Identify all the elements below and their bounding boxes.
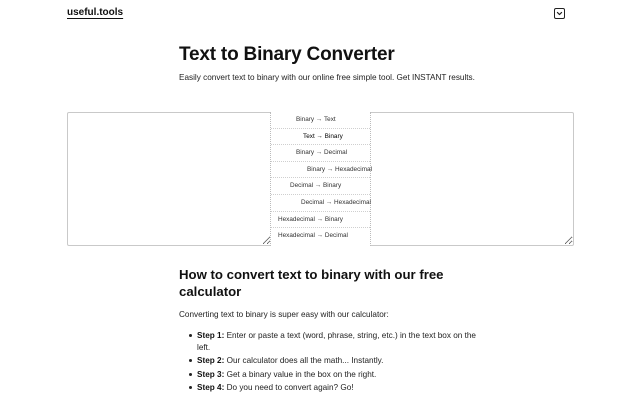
input-textarea[interactable] — [67, 112, 272, 246]
howto-intro: Converting text to binary is super easy with our calculator: — [179, 310, 389, 319]
list-item — [189, 369, 479, 381]
list-item — [189, 382, 479, 394]
mode-option-binary-text[interactable]: Binary → Text — [271, 112, 370, 129]
list-item — [189, 355, 479, 367]
step-label: Step 3: — [197, 369, 225, 379]
mode-option-decimal-hexadecimal[interactable]: Decimal → Hexadecimal — [271, 195, 370, 212]
mode-option-text-binary[interactable]: Text → Binary — [271, 129, 370, 146]
mode-option-binary-decimal[interactable]: Binary → Decimal — [271, 145, 370, 162]
step-label: Step 4: — [197, 383, 225, 392]
chevron-down-icon — [556, 10, 563, 17]
converter-panel — [67, 112, 574, 246]
site-logo-link[interactable]: useful.tools — [67, 7, 124, 18]
step-text: Get a binary value in the box on the right. — [226, 369, 377, 379]
site-header — [0, 0, 640, 32]
conversion-mode-list — [270, 112, 371, 246]
list-item — [189, 330, 479, 353]
step-label: Step 2: — [197, 356, 225, 365]
step-text: Enter or paste a text (word, phrase, string, etc.) in the text box on the left. — [197, 331, 476, 352]
page-subtitle: Easily convert text to binary with our online free simple tool. Get INSTANT results. — [179, 73, 475, 82]
mode-option-binary-hexadecimal[interactable]: Binary → Hexadecimal — [271, 162, 370, 179]
step-text: Do you need to convert again? Go! — [226, 383, 354, 392]
menu-toggle-button[interactable] — [554, 8, 565, 19]
howto-heading: How to convert text to binary with our free calculator — [179, 267, 444, 299]
mode-option-hexadecimal-binary[interactable]: Hexadecimal → Binary — [271, 212, 370, 229]
output-textarea[interactable] — [369, 112, 574, 246]
step-text: Our calculator does all the math... Instantly. — [226, 356, 384, 365]
howto-steps-list — [189, 330, 479, 396]
step-label: Step 1: — [197, 331, 225, 340]
mode-option-hexadecimal-decimal[interactable]: Hexadecimal → Decimal — [278, 232, 348, 240]
page-title: Text to Binary Converter — [179, 44, 395, 65]
mode-option-decimal-binary[interactable]: Decimal → Binary — [271, 178, 370, 195]
